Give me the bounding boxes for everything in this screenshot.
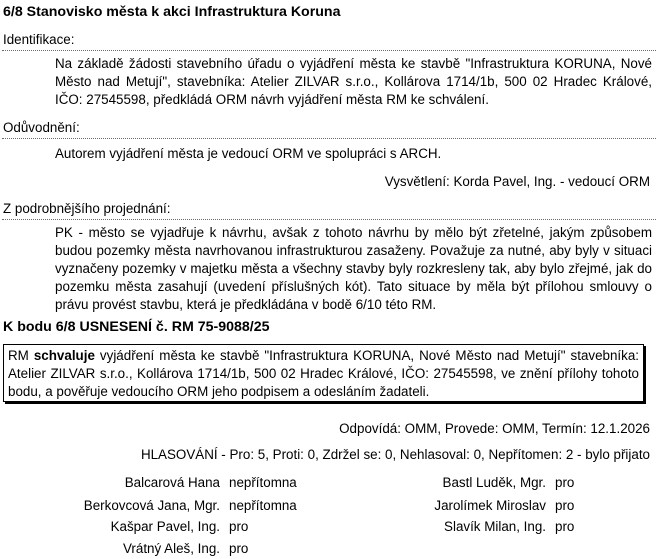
resolution-keyword: schvaluje <box>33 348 95 363</box>
justification-explainer: Vysvětlení: Korda Pavel, Ing. - vedoucí ORM <box>384 174 650 189</box>
voter-name: Jarolímek Miroslav <box>434 498 546 513</box>
resolution-heading: K bodu 6/8 USNESENÍ č. RM 75-9088/25 <box>3 319 270 335</box>
voter-vote: nepřítomna <box>229 475 297 490</box>
voter-vote: pro <box>555 475 575 490</box>
voter-name: Berkovcová Jana, Mgr. <box>83 498 220 513</box>
voting-summary: HLASOVÁNÍ - Pro: 5, Proti: 0, Zdržel se: 0, Nehlasoval: 0, Nepřítomen: 2 - bylo přijato <box>140 447 650 462</box>
justification-separator <box>2 138 656 139</box>
resolution-box <box>3 344 644 402</box>
voter-name: Bastl Luděk, Mgr. <box>442 475 546 490</box>
voter-vote: pro <box>555 519 575 534</box>
resolution-prefix: RM <box>8 348 34 363</box>
voter-name: Balcarová Hana <box>124 475 220 490</box>
details-text: PK - město se vyjadřuje k návrhu, avšak z tohoto návrhu by mělo být zřetelné, jakým způsobem budou pozemky města navrhovanou infrastrukturou zasaženy. Považuje za nutné, aby byly v situaci vyznačeny pozemky v majetku města a všechny stavby byly rozkresleny tak, aby bylo zřejmé, jak do pozemku města zasahují (uvedení příslušných kót). Tato situace by měla být přílohou smlouvy o právu provést stavbu, která je předkládána v bodě 6/10 této RM. <box>55 225 652 312</box>
details-separator <box>2 219 656 220</box>
voter-vote: pro <box>555 498 575 513</box>
details-label: Z podrobnějšího projednání: <box>3 201 171 216</box>
identification-text: Na základě žádosti stavebního úřadu o vyjádření města ke stavbě "Infrastruktura KORUNA, Nové Město nad Metují", stavebníka: Atelier ZILVAR s.r.o., Kollárova 1714/1b, 500 02 Hradec Králové, IČO: 27545598, předkládá ORM návrh vyjádření města RM ke schválení. <box>55 56 652 107</box>
justification-text: Autorem vyjádření města je vedoucí ORM ve spolupráci s ARCH. <box>55 146 442 161</box>
voter-vote: pro <box>229 541 249 556</box>
voter-vote: nepřítomna <box>229 498 297 513</box>
justification-label: Odůvodnění: <box>3 120 80 135</box>
voter-name: Slavík Milan, Ing. <box>444 519 546 534</box>
resolution-body: vyjádření města ke stavbě "Infrastruktura KORUNA, Nové Město nad Metují" stavebníka: Atelier ZILVAR s.r.o., Kollárova 1714/1b, 500 02 Hradec Králové, IČO: 27545598, ve znění přílohy tohoto bodu, a pověřuje vedoucího ORM jeho podpisem a odesláním žadateli. <box>8 348 640 399</box>
responsibility-line: Odpovídá: OMM, Provede: OMM, Termín: 12.1.2026 <box>339 421 650 436</box>
page-title: 6/8 Stanovisko města k akci Infrastruktura Koruna <box>3 4 341 20</box>
voter-vote: pro <box>229 519 249 534</box>
voter-name: Kašpar Pavel, Ing. <box>110 519 220 534</box>
resolution-text <box>8 347 639 401</box>
identification-separator <box>2 50 656 51</box>
identification-label: Identifikace: <box>3 32 75 47</box>
voter-name: Vrátný Aleš, Ing. <box>122 541 220 556</box>
